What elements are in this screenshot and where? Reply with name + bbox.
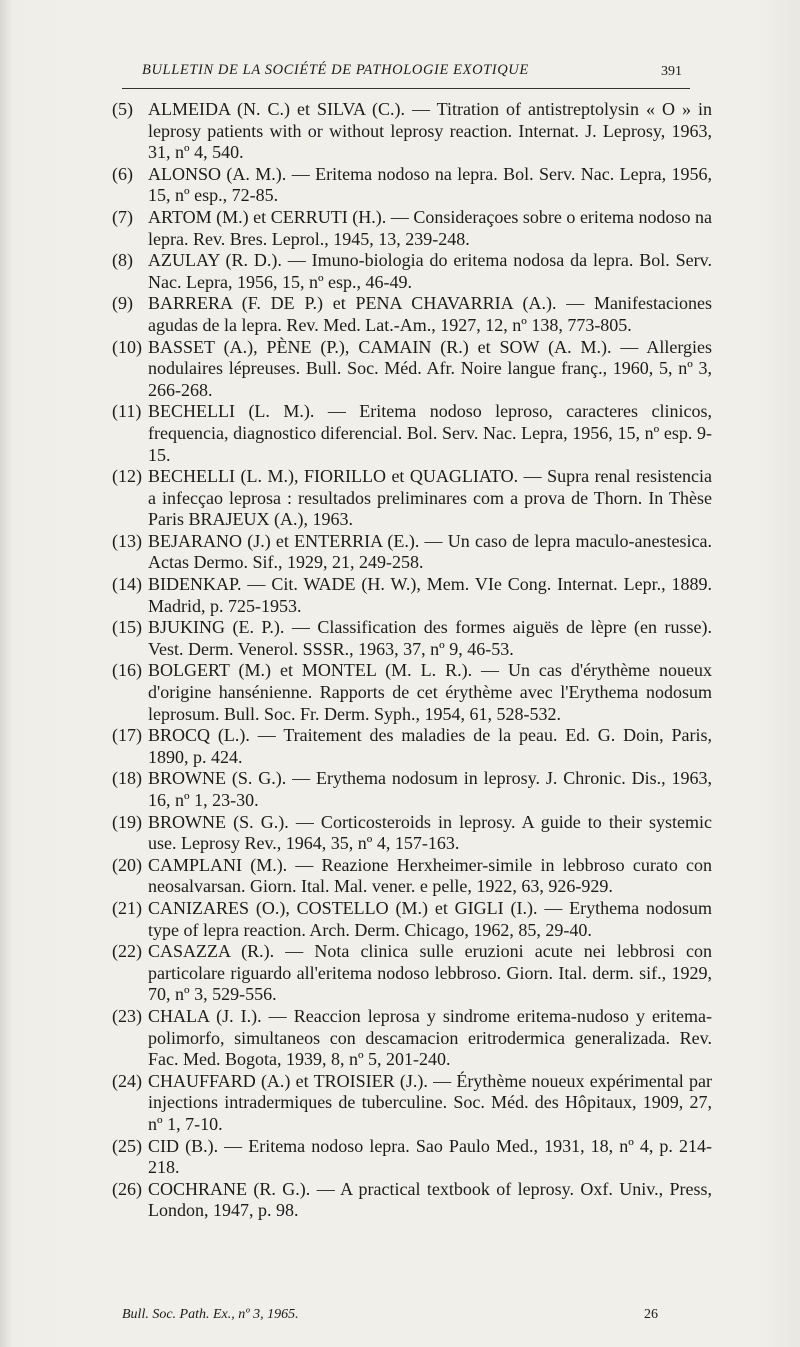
reference-text: ALMEIDA (N. C.) et SILVA (C.). — Titration of antistreptolysin « O » in leprosy patients with or without leprosy reaction. Internat. J. Leprosy, 1963, 31, nº 4, 540.: [148, 99, 712, 163]
reference-item: [112, 1136, 712, 1179]
reference-text: ALONSO (A. M.). — Eritema nodoso na lepra. Bol. Serv. Nac. Lepra, 1956, 15, nº esp., 72-85.: [148, 163, 712, 206]
reference-number: (6): [112, 163, 133, 184]
reference-item: [112, 466, 712, 531]
reference-item: [112, 941, 712, 1006]
reference-item: [112, 1071, 712, 1136]
reference-number: (13): [112, 530, 142, 551]
reference-number: (25): [112, 1135, 142, 1156]
reference-item: [112, 164, 712, 207]
reference-number: (7): [112, 206, 133, 227]
reference-number: (23): [112, 1005, 142, 1026]
reference-text: CHALA (J. I.). — Reaccion leprosa y sindrome eritema-nudoso y eritema-polimorfo, simultaneos con descamacion eritrodermica generalizada. Rev. Fac. Med. Bogota, 1939, 8, nº 5, 201-240.: [148, 1005, 712, 1070]
reference-text: BROWNE (S. G.). — Erythema nodosum in leprosy. J. Chronic. Dis., 1963, 16, nº 1, 23-30.: [148, 768, 712, 810]
running-title: BULLETIN DE LA SOCIÉTÉ DE PATHOLOGIE EXOTIQUE: [142, 62, 529, 78]
reference-item: [112, 660, 712, 725]
reference-number: (19): [112, 811, 142, 832]
reference-item: [112, 293, 712, 336]
reference-number: (12): [112, 466, 142, 487]
reference-number: (21): [112, 897, 142, 918]
reference-number: (16): [112, 660, 142, 681]
reference-text: BOLGERT (M.) et MONTEL (M. L. R.). — Un cas d'érythème noueux d'origine hansénienne. Rapports de cet érythème avec l'Erythema nodosum leprosum. Bull. Soc. Fr. Derm. Syph., 1954, 61, 528-532.: [148, 660, 712, 724]
reference-text: BJUKING (E. P.). — Classification des formes aiguës de lèpre (en russe). Vest. Derm. Venerol. SSSR., 1963, 37, nº 9, 46-53.: [148, 617, 712, 659]
journal-citation: Bull. Soc. Path. Ex., nº 3, 1965.: [122, 1307, 299, 1322]
reference-text: BEJARANO (J.) et ENTERRIA (E.). — Un caso de lepra maculo-anestesica. Actas Dermo. Sif., 1929, 21, 249-258.: [148, 530, 712, 573]
reference-item: [112, 768, 712, 811]
reference-text: AZULAY (R. D.). — Imuno-biologia do eritema nodosa da lepra. Bol. Serv. Nac. Lepra, 1956, 15, nº esp., 46-49.: [148, 250, 712, 292]
page-number: 391: [661, 64, 682, 79]
reference-text: BROWNE (S. G.). — Corticosteroids in leprosy. A guide to their systemic use. Leprosy Rev., 1964, 35, nº 4, 157-163.: [148, 811, 712, 854]
reference-item: [112, 725, 712, 768]
reference-number: (17): [112, 725, 142, 746]
reference-text: CASAZZA (R.). — Nota clinica sulle eruzioni acute nei lebbrosi con particolare riguardo all'eritema nodoso lebbroso. Giorn. Ital. derm. sif., 1929, 70, nº 3, 529-556.: [148, 941, 712, 1005]
reference-item: [112, 401, 712, 466]
reference-number: (14): [112, 574, 142, 595]
reference-text: BECHELLI (L. M.). — Eritema nodoso leproso, caracteres clinicos, frequencia, diagnostico diferencial. Bol. Serv. Nac. Lepra, 1956, 15, nº esp. 9-15.: [148, 401, 712, 465]
reference-item: [112, 207, 712, 250]
reference-item: [112, 1006, 712, 1071]
reference-text: ARTOM (M.) et CERRUTI (H.). — Consideraçoes sobre o eritema nodoso na lepra. Rev. Bres. Leprol., 1945, 13, 239-248.: [148, 206, 712, 249]
header-rule: [122, 88, 690, 89]
signature-mark: 26: [644, 1307, 658, 1322]
reference-number: (15): [112, 617, 142, 638]
reference-item: [112, 1179, 712, 1222]
reference-item: [112, 531, 712, 574]
reference-number: (18): [112, 768, 142, 789]
reference-text: CAMPLANI (M.). — Reazione Herxheimer-simile in lebbroso curato con neosalvarsan. Giorn. Ital. Mal. vener. e pelle, 1922, 63, 926-929.: [148, 854, 712, 897]
reference-item: [112, 812, 712, 855]
reference-number: (26): [112, 1178, 142, 1199]
reference-text: BASSET (A.), PÈNE (P.), CAMAIN (R.) et SOW (A. M.). — Allergies nodulaires lépreuses. Bull. Soc. Méd. Afr. Noire langue franç., 1960, 5, nº 3, 266-268.: [148, 336, 712, 400]
reference-item: [112, 99, 712, 164]
reference-number: (22): [112, 941, 142, 962]
reference-text: BROCQ (L.). — Traitement des maladies de la peau. Ed. G. Doin, Paris, 1890, p. 424.: [148, 725, 712, 767]
reference-text: CID (B.). — Eritema nodoso lepra. Sao Paulo Med., 1931, 18, nº 4, p. 214-218.: [148, 1135, 712, 1178]
reference-number: (11): [112, 401, 142, 422]
reference-number: (8): [112, 250, 133, 271]
reference-text: CHAUFFARD (A.) et TROISIER (J.). — Érythème noueux expérimental par injections intradermiques de tuberculine. Soc. Méd. des Hôpitaux, 1909, 27, nº 1, 7-10.: [148, 1070, 712, 1134]
reference-item: [112, 337, 712, 402]
page-footer: [122, 1307, 658, 1329]
reference-item: [112, 250, 712, 293]
running-header: [142, 62, 682, 84]
reference-text: BARRERA (F. DE P.) et PENA CHAVARRIA (A.). — Manifestaciones agudas de la lepra. Rev. Med. Lat.-Am., 1927, 12, nº 138, 773-805.: [148, 293, 712, 335]
reference-item: [112, 898, 712, 941]
reference-number: (10): [112, 336, 142, 357]
reference-text: COCHRANE (R. G.). — A practical textbook of leprosy. Oxf. Univ., Press, London, 1947, p. 98.: [148, 1178, 712, 1221]
reference-item: [112, 574, 712, 617]
reference-text: BECHELLI (L. M.), FIORILLO et QUAGLIATO. — Supra renal resistencia a infecçao leprosa : resultados preliminares com a prova de Thorn. In Thèse Paris BRAJEUX (A.), 1963.: [148, 466, 712, 530]
reference-list: [112, 99, 712, 1222]
reference-text: CANIZARES (O.), COSTELLO (M.) et GIGLI (I.). — Erythema nodosum type of lepra reaction. Arch. Derm. Chicago, 1962, 85, 29-40.: [148, 897, 712, 940]
reference-number: (24): [112, 1070, 142, 1091]
reference-number: (9): [112, 293, 133, 314]
reference-item: [112, 617, 712, 660]
reference-number: (20): [112, 854, 142, 875]
reference-item: [112, 855, 712, 898]
reference-text: BIDENKAP. — Cit. WADE (H. W.), Mem. VIe Cong. Internat. Lepr., 1889. Madrid, p. 725-1953.: [148, 574, 712, 616]
reference-number: (5): [112, 99, 133, 119]
